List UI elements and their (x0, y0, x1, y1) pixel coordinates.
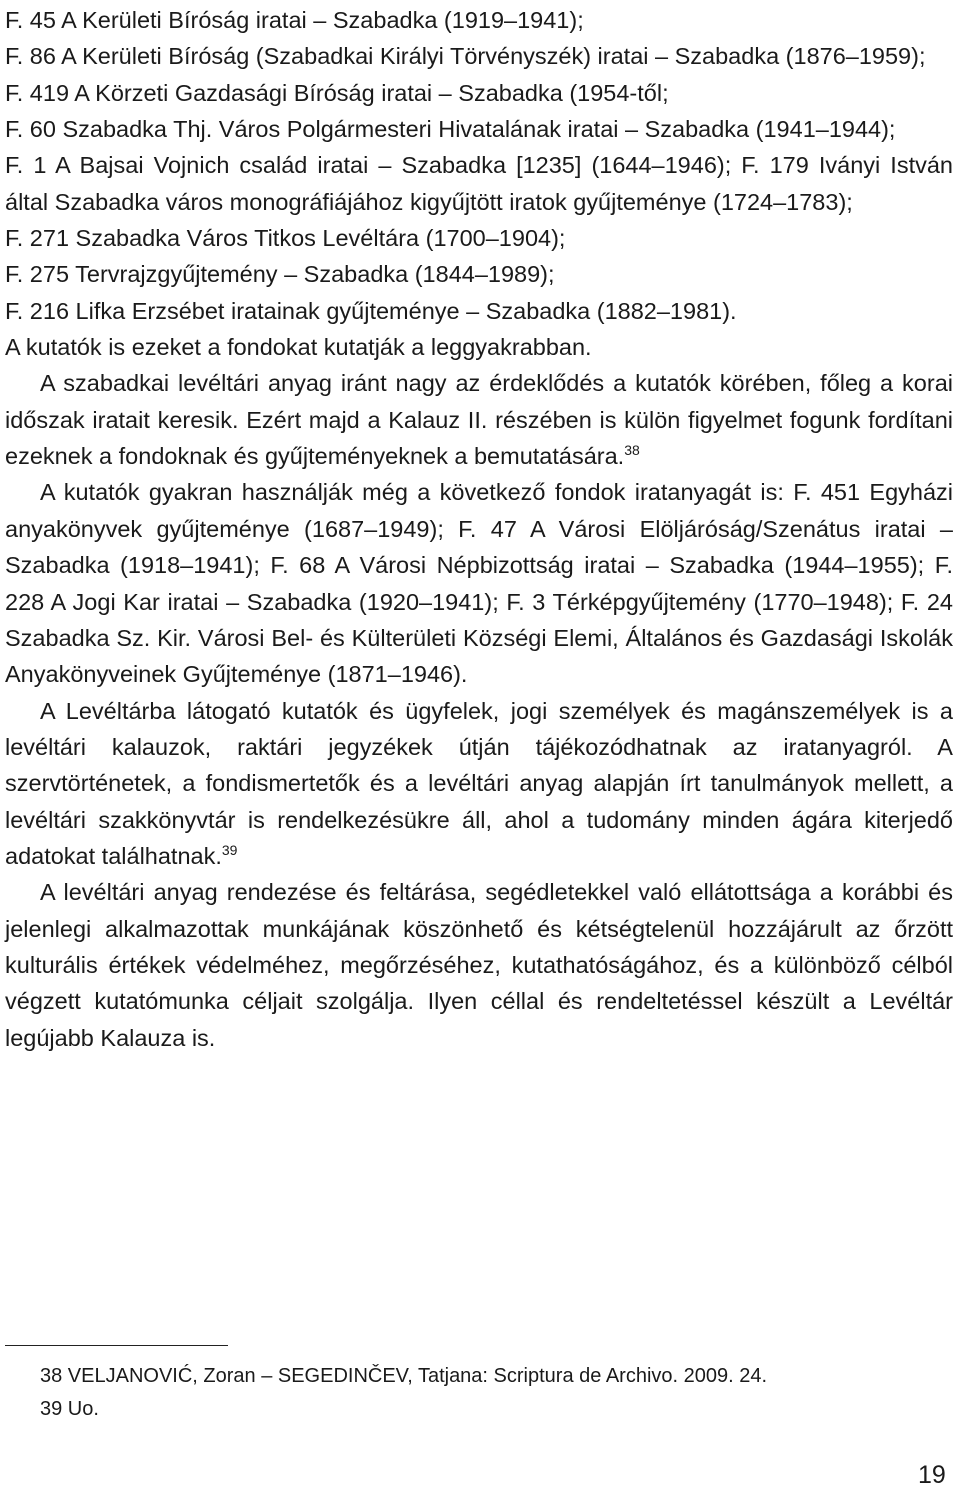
fond-entry-3: F. 419 A Körzeti Gazdasági Bíróság iratai – Szabadka (1954-től; (5, 79, 669, 106)
paragraph-5: A levéltári anyag rendezése és feltárása, segédletekkel való ellátottsága a korábbi és jelenlegi alkalmazottak munkájának köszönhető és kétségtelenül hozzájárult az őrzött kulturális értékek védelméhez, megőrzéséhez, kutathatóságához, és a különböző célból végzett kutatómunka céljait szolgálja. Ilyen céllal és rendeltetéssel készült a Levéltár legújabb Kalauza is. (5, 879, 953, 1051)
paragraph-4 (5, 693, 953, 875)
fond-entry-8: F. 216 Lifka Erzsébet iratainak gyűjteménye – Szabadka (1882–1981). (5, 297, 737, 324)
paragraph-2 (5, 365, 953, 474)
paragraph-1: A kutatók is ezeket a fondokat kutatják a leggyakrabban. (5, 334, 592, 361)
footnote-38: 38 VELJANOVIĆ, Zoran – SEGEDINČEV, Tatjana: Scriptura de Archivo. 2009. 24. (40, 1365, 768, 1387)
paragraph-4-text: A Levéltárba látogató kutatók és ügyfelek, jogi személyek és magánszemélyek is a levéltári kalauzok, raktári jegyzékek útján tájékozódhatnak az iratanyagról. A szervtörténetek, a fondismertetők és a levéltári anyag alapján írt tanulmányok mellett, a levéltári szakkönyvtár is rendelkezésükre áll, ahol a tudomány minden ágára kiterjedő adatokat találhatnak. (5, 697, 953, 869)
fond-entry-4: F. 60 Szabadka Thj. Város Polgármesteri Hivatalának iratai – Szabadka (1941–1944); (5, 116, 896, 143)
paragraph-3: A kutatók gyakran használják még a következő fondok iratanyagát is: F. 451 Egyházi anyakönyvek gyűjteménye (1687–1949); F. 47 A Városi Elöljáróság/Szenátus iratai – Szabadka (1918–1941); F. 68 A Városi Népbizottság iratai – Szabadka (1944–1955); F. 228 A Jogi Kar iratai – Szabadka (1920–1941); F. 3 Térképgyűjtemény (1770–1948); F. 24 Szabadka Sz. Kir. Városi Bel- és Külterületi Községi Elemi, Általános és Gazdasági Iskolák Anyakönyveinek Gyűjteménye (1871–1946). (5, 479, 953, 688)
footnote-39: 39 Uo. (40, 1398, 99, 1420)
main-text (5, 2, 953, 1056)
footnote-ref-39[interactable]: 39 (221, 841, 238, 858)
fond-entry-6: F. 271 Szabadka Város Titkos Levéltára (1700–1904); (5, 225, 566, 252)
footnote-ref-38[interactable]: 38 (624, 442, 640, 459)
footnotes (40, 1360, 940, 1426)
page-number: 19 (918, 1461, 946, 1489)
fond-entry-7: F. 275 Tervrajzgyűjtemény – Szabadka (1844–1989); (5, 261, 555, 288)
fond-entry-1: F. 45 A Kerületi Bíróság iratai – Szabadka (1919–1941); (5, 7, 584, 33)
fond-entry-2: F. 86 A Kerületi Bíróság (Szabadkai Királyi Törvényszék) iratai – Szabadka (1876–1959); (5, 43, 926, 70)
paragraph-2-text: A szabadkai levéltári anyag iránt nagy az érdeklődés a kutatók körében, főleg a korai időszak iratait keresik. Ezért majd a Kalauz II. részében is külön figyelmet fogunk fordítani ezeknek a fondoknak és gyűjteményeknek a bemutatására. (5, 370, 953, 470)
fond-entry-5: F. 1 A Bajsai Vojnich család iratai – Szabadka [1235] (1644–1946); F. 179 Iványi István által Szabadka város monográfiájához kigyűjtött iratok gyűjteménye (1724–1783); (5, 152, 953, 215)
footnote-separator (5, 1345, 228, 1346)
